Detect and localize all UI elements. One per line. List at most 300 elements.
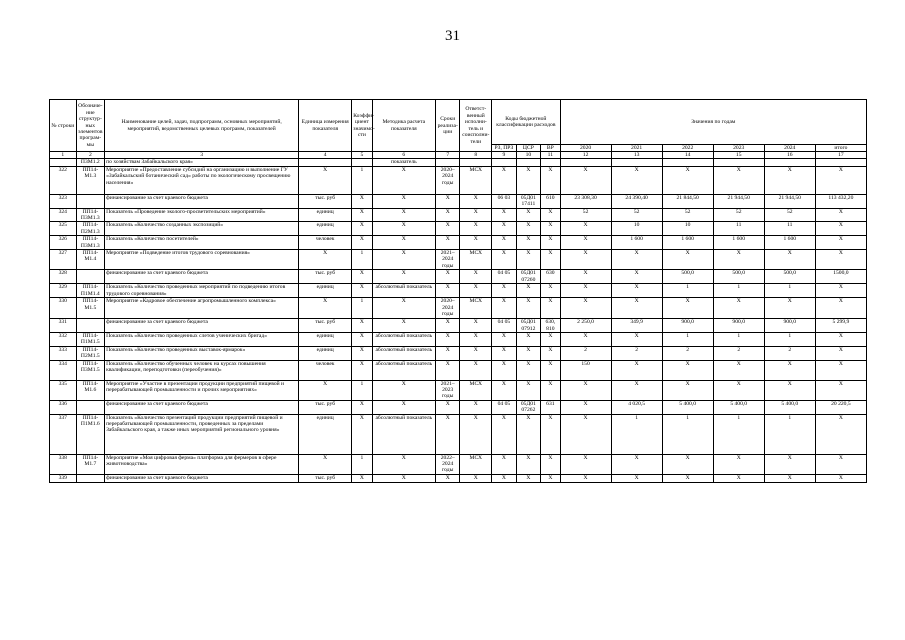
unit: единиц bbox=[299, 222, 352, 236]
rz-code: X bbox=[492, 208, 517, 222]
csr-code: X bbox=[516, 208, 541, 222]
column-number: 2 bbox=[76, 152, 105, 159]
value-2023: 1 bbox=[713, 414, 764, 454]
value-2021: X bbox=[611, 250, 662, 270]
table-row bbox=[50, 270, 867, 284]
unit: единиц bbox=[299, 414, 352, 454]
term: X bbox=[435, 332, 460, 346]
value-2023: 1 bbox=[713, 284, 764, 298]
column-number: 6 bbox=[372, 152, 435, 159]
column-numbers-row bbox=[50, 152, 867, 159]
executor: МСХ bbox=[460, 166, 492, 194]
value-2024: 5 400,0 bbox=[764, 400, 815, 414]
rz-code: 04 05 bbox=[492, 319, 517, 333]
executor: X bbox=[460, 414, 492, 454]
method: абсолютный показатель bbox=[372, 360, 435, 380]
row-number: 326 bbox=[50, 236, 77, 250]
vr-code: 610 bbox=[541, 194, 560, 208]
value-total: X bbox=[815, 298, 866, 319]
item-name: Мероприятие «Подведение итогов трудового соревнования» bbox=[105, 250, 299, 270]
value-2022: 1 bbox=[662, 332, 713, 346]
rz-code: X bbox=[492, 360, 517, 380]
value-2023: X bbox=[713, 360, 764, 380]
term: X bbox=[435, 360, 460, 380]
header-executor: Ответст-венный исполни-тель и соисполни-тели bbox=[460, 100, 492, 152]
item-name: Показатель «Проведение эколого-просветительских мероприятий» bbox=[105, 208, 299, 222]
term: 2021–2024 годы bbox=[435, 250, 460, 270]
value-2023 bbox=[713, 159, 764, 166]
value-2022: 900,0 bbox=[662, 319, 713, 333]
value-total: X bbox=[815, 474, 866, 482]
row-number: 335 bbox=[50, 380, 77, 400]
method: абсолютный показатель bbox=[372, 332, 435, 346]
value-2024: X bbox=[764, 166, 815, 194]
value-total: X bbox=[815, 380, 866, 400]
column-number: 13 bbox=[611, 152, 662, 159]
value-2022: 500,0 bbox=[662, 270, 713, 284]
value-2022: 5 400,0 bbox=[662, 400, 713, 414]
value-2021: 10 bbox=[611, 222, 662, 236]
method: X bbox=[372, 250, 435, 270]
value-2023: 1 600 bbox=[713, 236, 764, 250]
value-2020: X bbox=[560, 400, 611, 414]
header-year: 2021 bbox=[611, 145, 662, 152]
value-2024: 21 944,50 bbox=[764, 194, 815, 208]
table-row bbox=[50, 360, 867, 380]
column-number: 12 bbox=[560, 152, 611, 159]
value-2023: 11 bbox=[713, 222, 764, 236]
csr-code: X bbox=[516, 222, 541, 236]
executor: X bbox=[460, 319, 492, 333]
coefficient: 1 bbox=[352, 250, 372, 270]
executor: МСХ bbox=[460, 298, 492, 319]
value-2022: X bbox=[662, 454, 713, 474]
term: 2021–2023 годы bbox=[435, 380, 460, 400]
header-year: 2024 bbox=[764, 145, 815, 152]
executor: X bbox=[460, 222, 492, 236]
vr-code: X bbox=[541, 454, 560, 474]
column-number: 8 bbox=[460, 152, 492, 159]
value-2020: X bbox=[560, 166, 611, 194]
value-2021: 2 bbox=[611, 346, 662, 360]
unit: единиц bbox=[299, 346, 352, 360]
header-vr: ВР bbox=[541, 145, 560, 152]
row-number: 332 bbox=[50, 332, 77, 346]
method: X bbox=[372, 400, 435, 414]
table-row bbox=[50, 319, 867, 333]
method: X bbox=[372, 474, 435, 482]
structure-code bbox=[76, 194, 105, 208]
table-row bbox=[50, 380, 867, 400]
vr-code: 630, 810 bbox=[541, 319, 560, 333]
value-total: X bbox=[815, 284, 866, 298]
table-row bbox=[50, 474, 867, 482]
value-2021: 24 390,40 bbox=[611, 194, 662, 208]
vr-code: X bbox=[541, 298, 560, 319]
table-row bbox=[50, 454, 867, 474]
vr-code: X bbox=[541, 380, 560, 400]
table-row bbox=[50, 236, 867, 250]
value-2021: X bbox=[611, 332, 662, 346]
row-number: 325 bbox=[50, 222, 77, 236]
method: X bbox=[372, 270, 435, 284]
method: абсолютный показатель bbox=[372, 346, 435, 360]
value-2022: X bbox=[662, 166, 713, 194]
column-number: 16 bbox=[764, 152, 815, 159]
table-row bbox=[50, 222, 867, 236]
coefficient: X bbox=[352, 194, 372, 208]
value-total: 113 432,20 bbox=[815, 194, 866, 208]
term: X bbox=[435, 474, 460, 482]
column-number: 10 bbox=[516, 152, 541, 159]
value-2021: X bbox=[611, 270, 662, 284]
header-row-number: № строки bbox=[50, 100, 77, 152]
vr-code: 630 bbox=[541, 270, 560, 284]
csr-code: 05Д01 07912 bbox=[516, 319, 541, 333]
coefficient: 1 bbox=[352, 380, 372, 400]
unit: человек bbox=[299, 236, 352, 250]
term: X bbox=[435, 236, 460, 250]
value-2023: X bbox=[713, 380, 764, 400]
executor: X bbox=[460, 400, 492, 414]
structure-code: ПП14-П2М1.3 bbox=[76, 222, 105, 236]
item-name: Показатель «Количество посетителей» bbox=[105, 236, 299, 250]
item-name: финансирование за счет краевого бюджета bbox=[105, 319, 299, 333]
csr-code: 05Д01 07262 bbox=[516, 400, 541, 414]
vr-code: X bbox=[541, 222, 560, 236]
value-2023: 500,0 bbox=[713, 270, 764, 284]
term: X bbox=[435, 284, 460, 298]
executor: МСХ bbox=[460, 380, 492, 400]
structure-code: ПП14-П2М1.5 bbox=[76, 346, 105, 360]
table-row bbox=[50, 414, 867, 454]
page-number: 31 bbox=[445, 28, 460, 44]
executor: X bbox=[460, 270, 492, 284]
header-budget-codes: Коды бюджетной классификации расходов bbox=[492, 100, 560, 145]
method: X bbox=[372, 380, 435, 400]
value-2024: X bbox=[764, 360, 815, 380]
unit: тыс. руб bbox=[299, 319, 352, 333]
item-name: Мероприятие «Моя цифровая ферма» платформа для фермеров в сфере животноводства» bbox=[105, 454, 299, 474]
executor: X bbox=[460, 346, 492, 360]
rz-code bbox=[492, 159, 517, 166]
structure-code: ПП14-П1М1.6 bbox=[76, 414, 105, 454]
rz-code: X bbox=[492, 166, 517, 194]
value-2022: X bbox=[662, 474, 713, 482]
value-2023: X bbox=[713, 298, 764, 319]
method: X bbox=[372, 222, 435, 236]
vr-code: X bbox=[541, 166, 560, 194]
table-row bbox=[50, 346, 867, 360]
column-number: 4 bbox=[299, 152, 352, 159]
value-2023: X bbox=[713, 250, 764, 270]
value-2022: 2 bbox=[662, 346, 713, 360]
rz-code: 04 05 bbox=[492, 400, 517, 414]
executor: X bbox=[460, 236, 492, 250]
vr-code: X bbox=[541, 474, 560, 482]
csr-code: X bbox=[516, 284, 541, 298]
table-row bbox=[50, 250, 867, 270]
table-row bbox=[50, 166, 867, 194]
method: абсолютный показатель bbox=[372, 284, 435, 298]
value-2022: 1 bbox=[662, 284, 713, 298]
coefficient bbox=[352, 159, 372, 166]
header-year: 2023 bbox=[713, 145, 764, 152]
value-2020: 2 250,0 bbox=[560, 319, 611, 333]
value-total: X bbox=[815, 346, 866, 360]
rz-code: X bbox=[492, 380, 517, 400]
coefficient: X bbox=[352, 400, 372, 414]
unit: человек bbox=[299, 360, 352, 380]
vr-code: X bbox=[541, 346, 560, 360]
coefficient: X bbox=[352, 414, 372, 454]
coefficient: X bbox=[352, 346, 372, 360]
value-2024: 1 bbox=[764, 332, 815, 346]
table-row bbox=[50, 400, 867, 414]
table-row bbox=[50, 284, 867, 298]
csr-code: X bbox=[516, 166, 541, 194]
value-2021: 52 bbox=[611, 208, 662, 222]
rz-code: X bbox=[492, 250, 517, 270]
term: 2020–2024 годы bbox=[435, 298, 460, 319]
column-number: 7 bbox=[435, 152, 460, 159]
column-number: 5 bbox=[352, 152, 372, 159]
value-2022: 10 bbox=[662, 222, 713, 236]
table-row bbox=[50, 298, 867, 319]
rz-code: X bbox=[492, 414, 517, 454]
method: X bbox=[372, 208, 435, 222]
structure-code bbox=[76, 400, 105, 414]
csr-code: X bbox=[516, 360, 541, 380]
item-name: финансирование за счет краевого бюджета bbox=[105, 270, 299, 284]
value-2022: 52 bbox=[662, 208, 713, 222]
header-method: Методика расчета показателя bbox=[372, 100, 435, 152]
structure-code: ПП14-М1.7 bbox=[76, 454, 105, 474]
column-number: 15 bbox=[713, 152, 764, 159]
value-2024: 900,0 bbox=[764, 319, 815, 333]
value-2024: 1 600 bbox=[764, 236, 815, 250]
unit: X bbox=[299, 380, 352, 400]
value-2023: 52 bbox=[713, 208, 764, 222]
value-2020 bbox=[560, 159, 611, 166]
row-number: 331 bbox=[50, 319, 77, 333]
item-name: Показатель «Количество проведенных слетов ученических бригад» bbox=[105, 332, 299, 346]
value-2020: 52 bbox=[560, 208, 611, 222]
value-2023: X bbox=[713, 474, 764, 482]
method: X bbox=[372, 454, 435, 474]
vr-code: X bbox=[541, 332, 560, 346]
row-number: 324 bbox=[50, 208, 77, 222]
executor: МСХ bbox=[460, 250, 492, 270]
row-number: 338 bbox=[50, 454, 77, 474]
value-2023: X bbox=[713, 166, 764, 194]
value-2021: X bbox=[611, 284, 662, 298]
value-2023: 2 bbox=[713, 346, 764, 360]
structure-code: П3М1.2 bbox=[76, 159, 105, 166]
value-total: X bbox=[815, 222, 866, 236]
value-2020: X bbox=[560, 250, 611, 270]
value-2020: X bbox=[560, 380, 611, 400]
header-csr: ЦСР bbox=[516, 145, 541, 152]
value-2024 bbox=[764, 159, 815, 166]
column-number: 11 bbox=[541, 152, 560, 159]
value-2021: X bbox=[611, 166, 662, 194]
item-name: финансирование за счет краевого бюджета bbox=[105, 474, 299, 482]
value-total: X bbox=[815, 166, 866, 194]
row-number: 334 bbox=[50, 360, 77, 380]
coefficient: X bbox=[352, 319, 372, 333]
csr-code bbox=[516, 159, 541, 166]
csr-code: X bbox=[516, 474, 541, 482]
unit: единиц bbox=[299, 332, 352, 346]
value-2024: 1 bbox=[764, 414, 815, 454]
budget-table bbox=[49, 99, 867, 483]
vr-code bbox=[541, 159, 560, 166]
vr-code: X bbox=[541, 236, 560, 250]
method: X bbox=[372, 319, 435, 333]
unit: X bbox=[299, 454, 352, 474]
structure-code: ПП14-М1.6 bbox=[76, 380, 105, 400]
rz-code: X bbox=[492, 332, 517, 346]
row-number bbox=[50, 159, 77, 166]
structure-code: ПП14-П3М1.5 bbox=[76, 360, 105, 380]
value-2024: X bbox=[764, 298, 815, 319]
table-row bbox=[50, 332, 867, 346]
term: X bbox=[435, 270, 460, 284]
unit: тыс. руб bbox=[299, 474, 352, 482]
structure-code: ПП14-П3М1.3 bbox=[76, 208, 105, 222]
vr-code: X bbox=[541, 250, 560, 270]
method: показатель bbox=[372, 159, 435, 166]
row-number: 333 bbox=[50, 346, 77, 360]
row-number: 329 bbox=[50, 284, 77, 298]
unit: единиц bbox=[299, 284, 352, 298]
csr-code: X bbox=[516, 332, 541, 346]
value-2022: X bbox=[662, 360, 713, 380]
row-number: 330 bbox=[50, 298, 77, 319]
value-2020: 150 bbox=[560, 360, 611, 380]
item-name: Показатель «Количество обученных человек на курсах повышения квалификации, переподготовки (переобучения)» bbox=[105, 360, 299, 380]
value-total: X bbox=[815, 208, 866, 222]
rz-code: X bbox=[492, 222, 517, 236]
rz-code: X bbox=[492, 346, 517, 360]
unit: X bbox=[299, 250, 352, 270]
value-2021: 1 bbox=[611, 414, 662, 454]
coefficient: X bbox=[352, 222, 372, 236]
value-2021: X bbox=[611, 298, 662, 319]
row-number: 327 bbox=[50, 250, 77, 270]
value-total: X bbox=[815, 236, 866, 250]
value-2021: 1 600 bbox=[611, 236, 662, 250]
unit bbox=[299, 159, 352, 166]
vr-code: X bbox=[541, 360, 560, 380]
rz-code: X bbox=[492, 474, 517, 482]
value-2020: X bbox=[560, 298, 611, 319]
value-total: X bbox=[815, 360, 866, 380]
value-2024: 2 bbox=[764, 346, 815, 360]
value-total: 1500,0 bbox=[815, 270, 866, 284]
structure-code bbox=[76, 319, 105, 333]
value-2024: X bbox=[764, 474, 815, 482]
header-year: 2022 bbox=[662, 145, 713, 152]
header-values-by-year: Значения по годам bbox=[560, 100, 866, 145]
value-2021: 4 020,5 bbox=[611, 400, 662, 414]
rz-code: X bbox=[492, 298, 517, 319]
row-number: 323 bbox=[50, 194, 77, 208]
rz-code: 06 03 bbox=[492, 194, 517, 208]
csr-code: X bbox=[516, 380, 541, 400]
executor: X bbox=[460, 360, 492, 380]
coefficient: X bbox=[352, 284, 372, 298]
item-name: финансирование за счет краевого бюджета bbox=[105, 194, 299, 208]
unit: тыс. руб bbox=[299, 270, 352, 284]
value-2021: 349,9 bbox=[611, 319, 662, 333]
column-number: 14 bbox=[662, 152, 713, 159]
value-total bbox=[815, 159, 866, 166]
term: X bbox=[435, 414, 460, 454]
item-name: Показатель «Количество проведенных выставок-ярмарок» bbox=[105, 346, 299, 360]
header-coefficient: Коэффи-циент значимо-сти bbox=[352, 100, 372, 152]
term: X bbox=[435, 222, 460, 236]
value-2024: 52 bbox=[764, 208, 815, 222]
method: X bbox=[372, 236, 435, 250]
unit: тыс. руб bbox=[299, 400, 352, 414]
rz-code: X bbox=[492, 236, 517, 250]
csr-code: X bbox=[516, 236, 541, 250]
value-2021: X bbox=[611, 454, 662, 474]
value-2023: 1 bbox=[713, 332, 764, 346]
value-2020: X bbox=[560, 236, 611, 250]
item-name: финансирование за счет краевого бюджета bbox=[105, 400, 299, 414]
value-2020: 2 bbox=[560, 346, 611, 360]
column-number: 3 bbox=[105, 152, 299, 159]
method: абсолютный показатель bbox=[372, 414, 435, 454]
csr-code: X bbox=[516, 250, 541, 270]
header-rz: РЗ, ПРЗ bbox=[492, 145, 517, 152]
method: X bbox=[372, 298, 435, 319]
rz-code: X bbox=[492, 284, 517, 298]
header-structure: Обозначе-ние структур-ных элементов програм-мы bbox=[76, 100, 105, 152]
row-number: 328 bbox=[50, 270, 77, 284]
value-2020: 23 308,30 bbox=[560, 194, 611, 208]
column-number: 1 bbox=[50, 152, 77, 159]
value-2020: X bbox=[560, 270, 611, 284]
executor: X bbox=[460, 208, 492, 222]
header-name: Наименование целей, задач, подпрограмм, основных мероприятий, мероприятий, ведомственных целевых программ, показателей bbox=[105, 100, 299, 152]
structure-code: ПП14-М1.4 bbox=[76, 250, 105, 270]
vr-code: 631 bbox=[541, 400, 560, 414]
header-year: 2020 bbox=[560, 145, 611, 152]
structure-code: ПП14-П3М1.3 bbox=[76, 236, 105, 250]
coefficient: X bbox=[352, 208, 372, 222]
value-total: X bbox=[815, 250, 866, 270]
value-2022: 21 844,50 bbox=[662, 194, 713, 208]
value-total: X bbox=[815, 414, 866, 454]
term: X bbox=[435, 346, 460, 360]
item-name: Мероприятие «Кадровое обеспечение агропромышленного комплекса» bbox=[105, 298, 299, 319]
value-2021: X bbox=[611, 380, 662, 400]
term bbox=[435, 159, 460, 166]
row-number: 322 bbox=[50, 166, 77, 194]
structure-code bbox=[76, 270, 105, 284]
method: X bbox=[372, 194, 435, 208]
vr-code: X bbox=[541, 284, 560, 298]
value-2020: X bbox=[560, 414, 611, 454]
structure-code: ПП14-П1М1.5 bbox=[76, 332, 105, 346]
rz-code: 04 05 bbox=[492, 270, 517, 284]
value-2022: 1 600 bbox=[662, 236, 713, 250]
executor: X bbox=[460, 474, 492, 482]
